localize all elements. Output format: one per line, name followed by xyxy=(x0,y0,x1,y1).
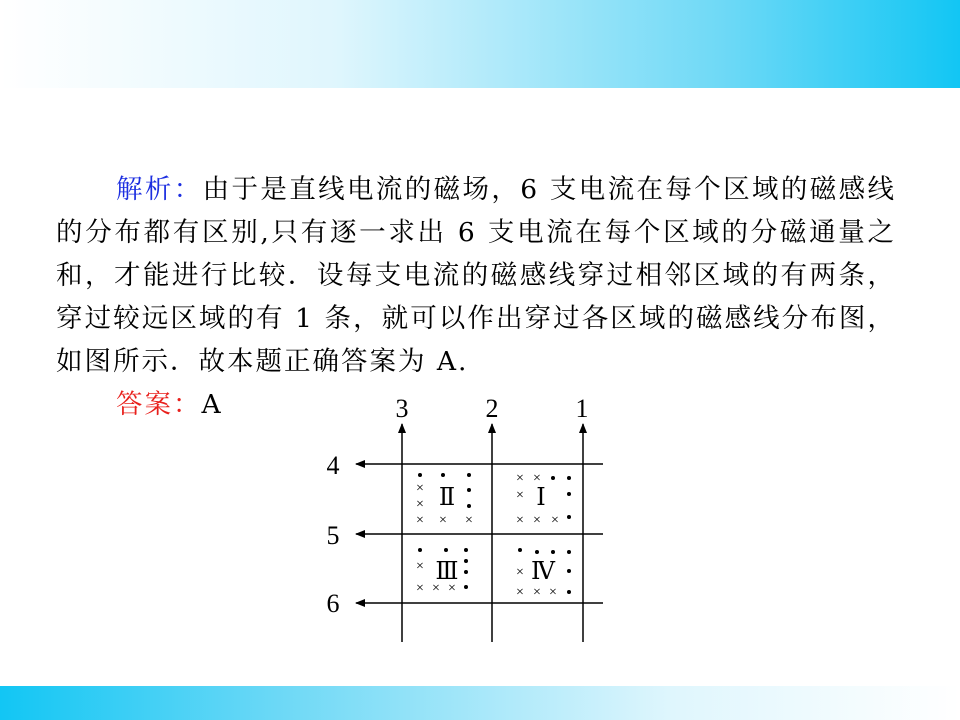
explanation-label: 解析： xyxy=(116,174,203,205)
region-label-3: Ⅲ xyxy=(435,559,459,585)
answer-value: A xyxy=(201,389,223,420)
cross-mark: × xyxy=(533,471,541,486)
dot-mark xyxy=(467,504,471,508)
dot-mark xyxy=(567,569,571,573)
wire-label-5: 5 xyxy=(326,521,340,550)
dot-mark xyxy=(567,476,571,480)
cross-mark: × xyxy=(533,585,541,600)
cross-mark: × xyxy=(516,585,524,600)
cross-mark: × xyxy=(416,581,424,596)
region-label-4: Ⅳ xyxy=(531,559,555,585)
dot-mark xyxy=(567,515,571,519)
cross-mark: × xyxy=(416,513,424,528)
dot-mark xyxy=(464,570,468,574)
cross-mark: × xyxy=(533,513,541,528)
cross-mark: × xyxy=(516,513,524,528)
dot-mark xyxy=(567,550,571,554)
answer-label: 答案： xyxy=(116,389,202,420)
dot-mark xyxy=(535,550,539,554)
wire-label-3: 3 xyxy=(395,394,409,423)
bottom-gradient-bar xyxy=(0,686,960,720)
cross-mark: × xyxy=(516,565,524,580)
dot-mark xyxy=(551,550,555,554)
dot-mark xyxy=(567,492,571,496)
dot-mark xyxy=(464,559,468,563)
cross-mark: × xyxy=(416,497,424,512)
wire-label-1: 1 xyxy=(575,394,589,423)
dot-mark xyxy=(467,473,471,477)
cross-mark: × xyxy=(416,559,424,574)
dot-mark xyxy=(551,476,555,480)
dot-mark xyxy=(518,548,522,552)
dot-mark xyxy=(418,473,422,477)
cross-mark: × xyxy=(432,581,440,596)
wire-label-6: 6 xyxy=(326,589,340,618)
region-label-2: Ⅱ xyxy=(438,485,456,511)
cross-mark: × xyxy=(465,513,473,528)
cross-mark: × xyxy=(516,488,524,503)
cross-mark: × xyxy=(551,513,559,528)
wire-label-4: 4 xyxy=(326,451,340,480)
dot-mark xyxy=(467,488,471,492)
cross-mark: × xyxy=(516,471,524,486)
region-label-1: Ⅰ xyxy=(536,485,546,511)
dot-mark xyxy=(567,590,571,594)
cross-mark: × xyxy=(416,481,424,496)
dot-mark xyxy=(464,548,468,552)
wire-label-2: 2 xyxy=(485,394,499,423)
dot-mark xyxy=(444,548,448,552)
dot-mark xyxy=(441,473,445,477)
cross-mark: × xyxy=(439,513,447,528)
dot-mark xyxy=(464,585,468,589)
explanation-text: 由于是直线电流的磁场，6 支电流在每个区域的磁感线的分布都有区别,只有逐一求出 6 支电流在每个区域的分磁通量之和，才能进行比较．设每支电流的磁感线穿过相邻区域的有两条，穿过较远区域的有 1 条，就可以作出穿过各区域的磁感线分布图，如图所示．故本题正确答案为 A. xyxy=(56,174,896,377)
cross-mark: × xyxy=(448,581,456,596)
dot-mark xyxy=(418,548,422,552)
cross-mark: × xyxy=(549,585,557,600)
